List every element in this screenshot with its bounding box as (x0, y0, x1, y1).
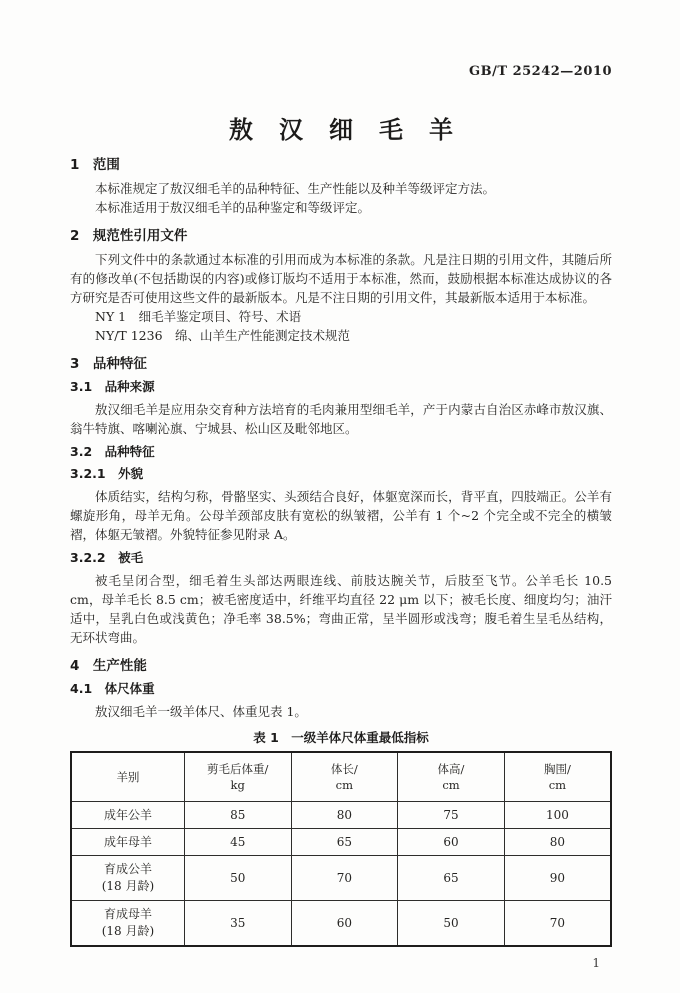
cell-value: 65 (398, 856, 505, 901)
cell-value: 45 (184, 829, 291, 856)
section-1-heading: 1 范围 (70, 157, 120, 173)
standard-number: GB/T 25242—2010 (469, 64, 612, 79)
column-header-post-shear-weight: 剪毛后体重/ kg (184, 752, 291, 802)
row-label: 成年母羊 (71, 829, 184, 856)
section-2-paragraph-1: 下列文件中的条款通过本标准的引用而成为本标准的条款。凡是注日期的引用文件，其随后所有的修改单(不包括勘误的内容)或修订版均不适用于本标准，然而，鼓励根据本标准达成协议的各方研究是否可使用这些文件的最新版本。凡是不注日期的引用文件，其最新版本适用于本标准。 (70, 252, 612, 305)
section-3-1-paragraph: 敖汉细毛羊是应用杂交育种方法培育的毛肉兼用型细毛羊，产于内蒙古自治区赤峰市敖汉旗、翁牛特旗、喀喇沁旗、宁城县、松山区及毗邻地区。 (70, 402, 612, 436)
table-row-young-ewe (71, 901, 611, 947)
section-4-1-heading: 4.1 体尺体重 (70, 681, 155, 696)
section-3-2-1-paragraph: 体质结实，结构匀称，骨骼坚实、头颈结合良好，体躯宽深而长，背平直，四肢端正。公羊有螺旋形角，母羊无角。公母羊颈部皮肤有宽松的纵皱褶，公羊有 1 个~2 个完全或不完全的横皱褶，体躯无皱褶。外貌特征参见附录 A。 (70, 489, 612, 542)
cell-value: 70 (291, 856, 398, 901)
table-row-adult-ram (71, 802, 611, 829)
cell-value: 80 (291, 802, 398, 829)
cell-value: 35 (184, 901, 291, 947)
table-header-row (71, 752, 611, 802)
table-row-adult-ewe (71, 829, 611, 856)
section-1-paragraph-1: 本标准规定了敖汉细毛羊的品种特征、生产性能以及种羊等级评定方法。 (95, 181, 496, 196)
section-3-2-2-paragraph: 被毛呈闭合型，细毛着生头部达两眼连线、前肢达腕关节，后肢至飞节。公羊毛长 10.5 cm，母羊毛长 8.5 cm；被毛密度适中，纤维平均直径 22 μm 以下；被毛长度、细度均匀；油汗适中，呈乳白色或浅黄色；净毛率 38.5%；弯曲正常，呈半圆形或浅弯；腹毛着生呈毛丛结构，无环状弯曲。 (70, 573, 612, 645)
row-label: 成年公羊 (71, 802, 184, 829)
column-header-chest-girth: 胸围/ cm (504, 752, 611, 802)
cell-value: 90 (504, 856, 611, 901)
page-number: 1 (592, 956, 600, 970)
column-header-body-length: 体长/ cm (291, 752, 398, 802)
table-1-body-measurements (70, 751, 612, 947)
section-2-heading: 2 规范性引用文件 (70, 228, 188, 244)
cell-value: 75 (398, 802, 505, 829)
section-3-2-2-heading: 3.2.2 被毛 (70, 550, 144, 565)
section-3-2-1-heading: 3.2.1 外貌 (70, 466, 144, 481)
reference-item-nyt1236: NY/T 1236 绵、山羊生产性能测定技术规范 (95, 328, 351, 343)
cell-value: 70 (504, 901, 611, 947)
row-label: 育成母羊 (18 月龄) (71, 901, 184, 947)
section-1-paragraph-2: 本标准适用于敖汉细毛羊的品种鉴定和等级评定。 (95, 200, 371, 215)
column-header-sheep-type: 羊别 (71, 752, 184, 802)
cell-value: 100 (504, 802, 611, 829)
document-title: 敖汉细毛羊 (229, 116, 479, 144)
cell-value: 80 (504, 829, 611, 856)
section-3-1-heading: 3.1 品种来源 (70, 379, 155, 394)
table-1-caption: 表 1 一级羊体尺体重最低指标 (253, 730, 429, 745)
cell-value: 85 (184, 802, 291, 829)
column-header-body-height: 体高/ cm (398, 752, 505, 802)
row-label: 育成公羊 (18 月龄) (71, 856, 184, 901)
reference-item-ny1: NY 1 细毛羊鉴定项目、符号、术语 (95, 309, 302, 324)
cell-value: 65 (291, 829, 398, 856)
section-4-1-paragraph: 敖汉细毛羊一级羊体尺、体重见表 1。 (95, 704, 307, 719)
cell-value: 60 (291, 901, 398, 947)
section-4-heading: 4 生产性能 (70, 658, 147, 674)
cell-value: 50 (184, 856, 291, 901)
section-3-heading: 3 品种特征 (70, 356, 147, 372)
table-row-young-ram (71, 856, 611, 901)
section-3-2-heading: 3.2 品种特征 (70, 444, 155, 459)
cell-value: 50 (398, 901, 505, 947)
cell-value: 60 (398, 829, 505, 856)
